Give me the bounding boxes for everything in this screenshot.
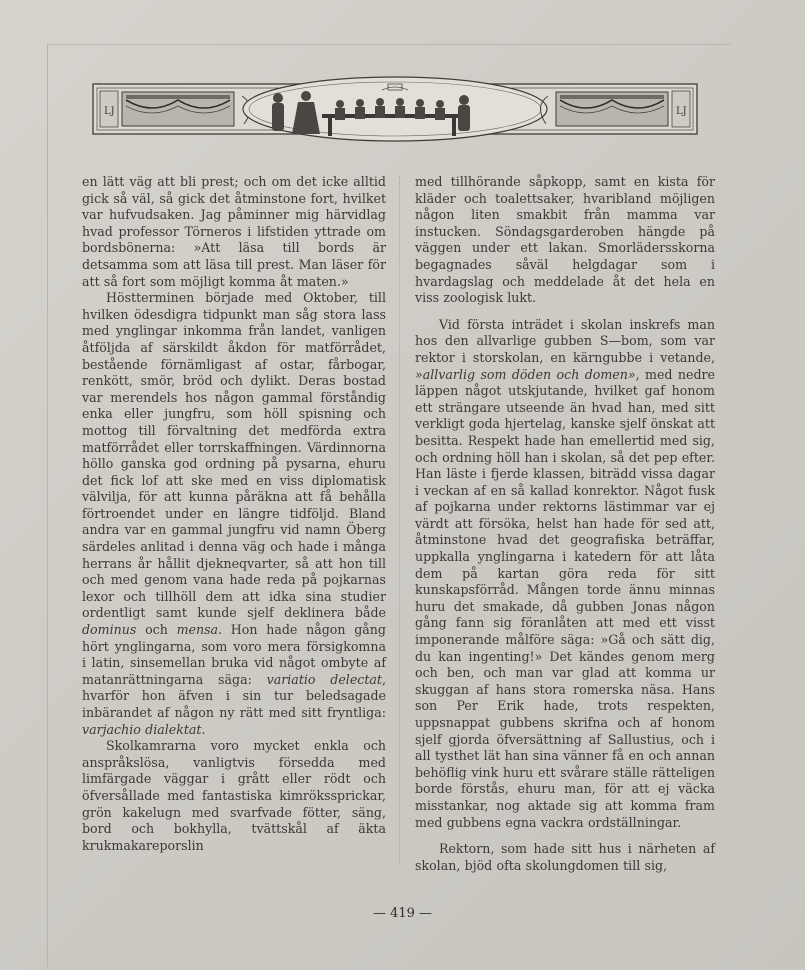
paragraph [82,174,386,290]
column-divider [399,176,400,864]
paragraph [82,290,386,738]
italic-text: variatio delectat [266,671,382,687]
right-ornament-panel [540,91,690,127]
text-run: Vid första inträdet i skolan inskrefs man hos den allvarlige gubben S—bom, som var rektor i storskolan, en kärngubbe i vetande, [415,316,715,365]
text-run: Rektorn, som hade sitt hus i närheten af skolan, bjöd ofta skolungdomen till sig, [415,841,715,873]
text-run: Skolkamrarna voro mycket enkla och anspråkslösa, vanligtvis försedda med limfärgade väggar i grått eller rödt och öfversållade med fantastiska kimrökssprickar, grön kakelugn med svarfvade fötter, säng, bord och bokhylla, tvättskål af äkta krukmakareporslin [82,738,386,853]
text-run: , hvarför hon äfven i sin tur beledsagade inbärandet af någon ny rätt med sitt fryntliga: [82,671,386,720]
page-number: — 419 — [372,906,433,921]
text-run: , med nedre läppen något utskjutande, hvilket gaf honom ett strängare utseende än hvad han, med sitt verkligt goda hjertelag, kanske sjelf önskat att besitta. Respekt hade han emellertid med sig, och ordning höll han i skolan, så det pep efter. Han läste i fjerde klassen, biträdd vissa dagar i veckan af en så kallad konrektor. Något fusk af pojkarna under rektorns lästimmar var ej värdt att försöka, helst han hade för sed att, åtminstone hvad det geografiska beträffar, uppkalla ynglingarna i katedern för att låta dem på kartan göra reda för sitt kunskapsförråd. Mången torde ännu minnas huru det smakade, då gubben Jonas någon gång fann sig föranlåten att med ett visst imponerande målföre säga: »Gå och sätt dig, du kan ingenting!» Det kändes genom merg och ben, och man var glad att komma ur skuggan af hans stora romerska näsa. Hans son Per Erik hade, trots respekten, uppsnappat gubbens skrifna och af honom sjelf gjorda öfversättning af Sallustius, och i all tysthet lät han sina vänner få en och annan behöflig vink huru ett svårare ställe rätteligen borde förstås, ehuru man, för att ej väcka misstankar, nog aktade sig att komma fram med gubbens egna vackra ordställningar. [415,366,715,830]
left-ornament-panel [100,91,250,127]
left-text-column [82,174,386,854]
paragraph [415,174,715,307]
italic-text: dominus [82,622,137,638]
dinner-scene-vignette [243,77,547,141]
text-run: . [201,721,206,737]
text-run: . Hon hade någon gång hört ynglingarna, som voro mera försigkomna i latin, sinsemellan bruka vid något ombyte af matanrättningarna säga: [82,622,386,687]
paragraph [415,841,715,874]
text-run: en lätt väg att bli prest; och om det icke alltid gick så väl, så gick det åtminstone fort, hvilket var hufvudsaken. Jag påminner mig härvidlag hvad professor Törneros i lifstiden yttrade om bordsbönerna: »Att läsa till bords är detsamma som att läsa till prest. Man läser för att så fort som möjligt komma åt maten.» [82,174,386,289]
paragraph [82,738,386,854]
italic-text: »allvarlig som döden och domen» [415,366,636,382]
header-ornament [92,76,698,142]
italic-text: varjachio dialektat [82,721,202,737]
right-text-column [415,174,715,874]
svg-text:LJ: LJ [104,106,115,117]
text-run: med tillhörande såpkopp, samt en kista för kläder och toalettsaker, hvaribland möjligen någon liten smakbit från mamma var instucken. Söndagsgarderoben hängde på väggen under ett lakan. Smorlädersskorna begagnades såväl helgdagar som i hvardagslag och meddelade åt det hela en viss zoologisk lukt. [415,174,715,306]
paragraph [415,317,715,831]
svg-text:LJ: LJ [676,106,687,117]
text-run: och [136,622,177,638]
italic-text: mensa [176,622,219,638]
text-run: Höstterminen började med Oktober, till hvilken ödesdigra tidpunkt man såg stora lass med ynglingar inkomma från landet, vanligen åtföljda af särskildt åkdon för matförrådet, bestående förnämligast af ostar, fårbogar, renkött, smör, bröd och dylikt. Deras bostad var merendels hos någon gammal förståndig enka eller jungfru, som höll spisning och mottog till förvaltning det medförda extra matförrådet eller torrskaffningen. Värdinnorna höllo ganska god ordning på pysarna, ehuru det fick lof att ske med en viss diplomatisk välvilja, för att kunna påräkna att få behålla förtroendet under en längre tidföljd. Bland andra var en gammal jungfru vid namn Öberg särdeles anlitad i denna väg och hade i många herrans år hållit djekneqvarter, så att hon till och med genom vana hade reda på pojkarnas lexor och tillhöll dem att idka sina studier ordentligt samt kunde sjelf deklinera både [82,290,386,621]
